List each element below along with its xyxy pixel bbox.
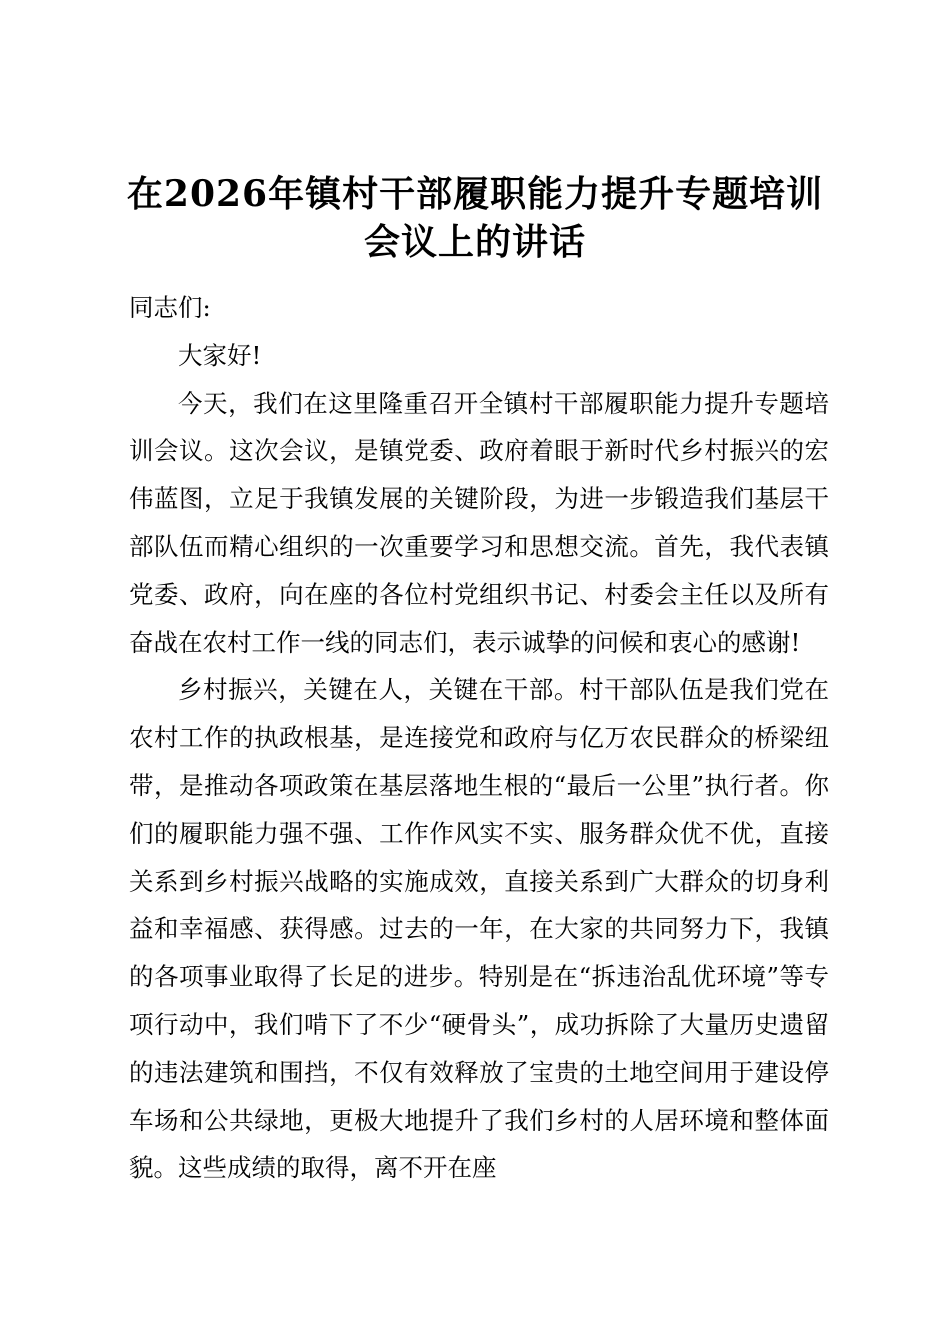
document-title-line2: 会议上的讲话 [363, 221, 586, 263]
greeting: 大家好! [178, 340, 262, 370]
document-title-line1: 在2026年镇村干部履职能力提升专题培训 [126, 173, 824, 215]
paragraph-1: 今天，我们在这里隆重召开全镇村干部履职能力提升专题培训会议。这次会议，是镇党委、政府着眼于新时代乡村振兴的宏伟蓝图，立足于我镇发展的关键阶段，为进一步锻造我们基层干部队伍而精心组织的一次重要学习和思想交流。首先，我代表镇党委、政府，向在座的各位村党组织书记、村委会主任以及所有奋战在农村工作一线的同志们，表示诚挚的问候和衷心的感谢! [129, 388, 829, 657]
salutation: 同志们: [129, 293, 211, 322]
document-body [129, 284, 829, 1192]
paragraph-2: 乡村振兴，关键在人，关键在干部。村干部队伍是我们党在农村工作的执政根基，是连接党和政府与亿万农民群众的桥梁纽带，是推动各项政策在基层落地生根的“最后一公里”执行者。你们的履职能力强不强、工作作风实不实、服务群众优不优，直接关系到乡村振兴战略的实施成效，直接关系到广大群众的切身利益和幸福感、获得感。过去的一年，在大家的共同努力下，我镇的各项事业取得了长足的进步。特别是在“拆违治乱优环境”等专项行动中，我们啃下了不少“硬骨头”，成功拆除了大量历史遗留的违法建筑和围挡，不仅有效释放了宝贵的土地空间用于建设停车场和公共绿地，更极大地提升了我们乡村的人居环境和整体面貌。这些成绩的取得，离不开在座 [129, 675, 829, 1183]
